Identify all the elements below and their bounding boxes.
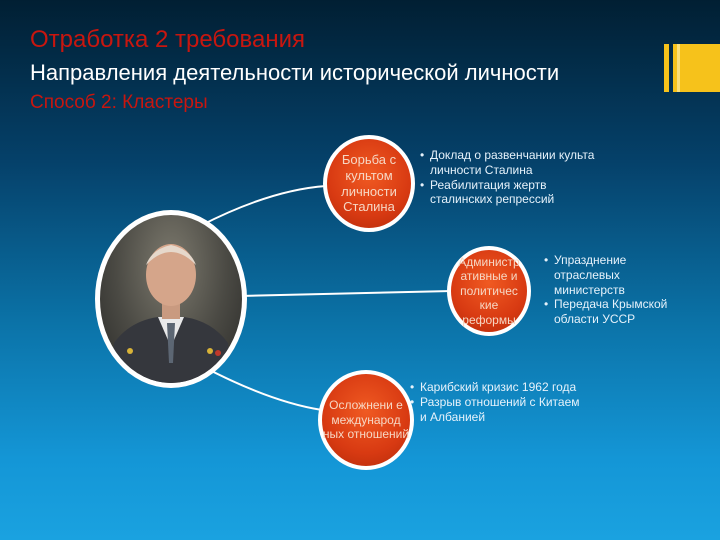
portrait-illustration (100, 215, 242, 383)
slide-subtitle: Направления деятельности исторической личности (30, 60, 560, 85)
cluster-circle-cult (323, 135, 415, 232)
list-item: • Реабилитация жертв сталинских репрессий (420, 178, 596, 208)
portrait-photo (95, 210, 247, 388)
cluster-circle-relations (318, 370, 414, 470)
list-item: • Упразднение отраслевых министерств (544, 253, 694, 297)
list-item: • Карибский кризис 1962 года (410, 380, 580, 395)
cluster-label-reforms: Администр ативные и политичес кие реформы (458, 255, 520, 327)
method-label: Способ 2: Кластеры (30, 92, 208, 113)
slide-title: Отработка 2 требования (30, 26, 305, 53)
list-item: • Передача Крымской области УССР (544, 297, 694, 327)
cluster-list-relations (410, 380, 580, 424)
cluster-label-cult: Борьба с культом личности Сталина (341, 152, 397, 215)
connector-line-top (200, 186, 326, 226)
connector-line-bottom (200, 365, 322, 410)
cluster-list-cult (420, 148, 596, 207)
list-item: • Разрыв отношений с Китаем и Албанией (410, 395, 580, 425)
cluster-label-relations: Осложнени е международ ных отношений (322, 398, 410, 442)
connector-line-middle (240, 291, 452, 296)
cluster-list-reforms (544, 253, 694, 327)
list-item: • Доклад о развенчании культа личности Сталина (420, 148, 596, 178)
cluster-circle-reforms (447, 246, 531, 336)
